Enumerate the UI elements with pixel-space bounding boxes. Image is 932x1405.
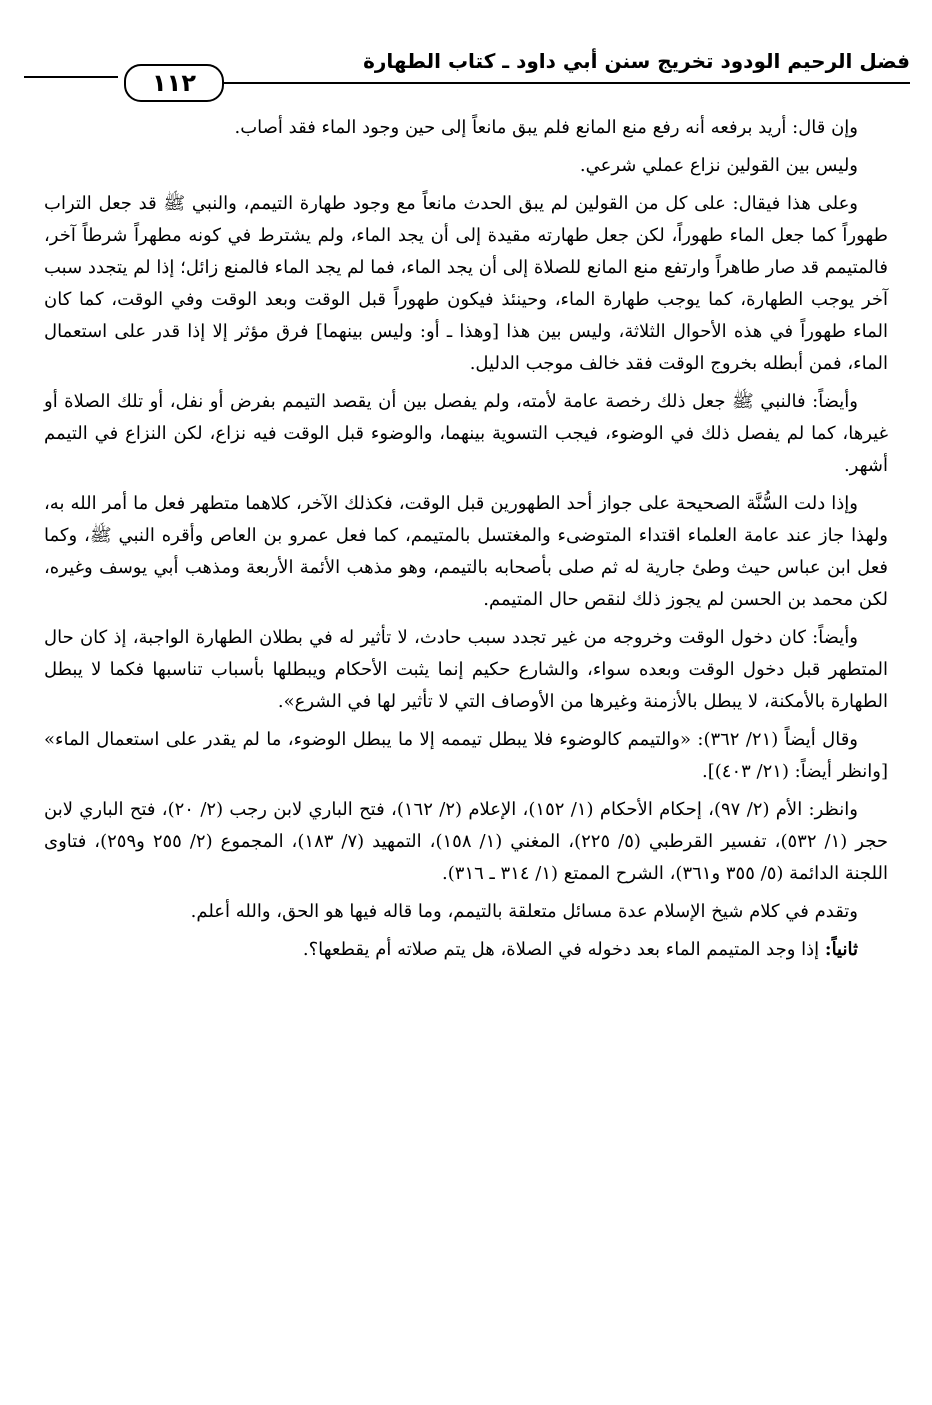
paragraph-4: وأيضاً: فالنبي ﷺ جعل ذلك رخصة عامة لأمته، ولم يفصل بين أن يقصد التيمم بفرض أو نفل، أو تلك الصلاة أو غيرها، كما لم يفصل ذلك في الوضوء، فيجب التسوية بينهما، والوضوء قبل الوقت فيه نزاع، لكن النزاع في التيمم أشهر. bbox=[44, 391, 888, 476]
paragraph-3: وعلى هذا فيقال: على كل من القولين لم يبق الحدث مانعاً مع وجود طهارة التيمم، والنبي ﷺ قد جعل التراب طهوراً كما جعل الماء طهوراً، لكن جعل طهارته مقيدة إلى أن يجد الماء، ولم يشترط في كونه مطهراً شرطاً آخر، فالمتيمم قد صار طاهراً وارتفع منع المانع للصلاة إلى أن يجد الماء، فما لم يجد الماء فالمنع زائل؛ إذا لم يتجدد سبب آخر يوجب الطهارة، كما يوجب طهارة الماء، وحينئذ فيكون طهوراً قبل الوقت وبعد الوقت وفي الوقت، كما كان الماء طهوراً في هذه الأحوال الثلاثة، وليس بين هذا [وهذا ـ أو: وليس بينهما] فرق مؤثر إلا إذا قدر على استعمال الماء، فمن أبطله بخروج الوقت فقد خالف موجب الدليل. bbox=[44, 193, 889, 374]
paragraph-final bbox=[44, 934, 888, 966]
final-lead: ثانياً: bbox=[824, 939, 858, 960]
paragraph-7: وقال أيضاً (٢١/ ٣٦٢): «والتيمم كالوضوء فلا يبطل تيممه إلا ما يبطل الوضوء، ما لم يقدر على استعمال الماء» [وانظر أيضاً: (٢١/ ٤٠٣)]. bbox=[44, 729, 888, 782]
header-rule-left bbox=[24, 76, 118, 78]
paragraph-8: وانظر: الأم (٢/ ٩٧)، إحكام الأحكام (١/ ١٥٢)، الإعلام (٢/ ١٦٢)، فتح الباري لابن رجب (٢/ ٢٠)، فتح الباري لابن حجر (١/ ٥٣٢)، تفسير القرطبي (٥/ ٢٢٥)، المغني (١/ ١٥٨)، التمهيد (٧/ ١٨٣)، المجموع (٢/ ٢٥٥ و٢٥٩)، فتاوى اللجنة الدائمة (٥/ ٣٥٥ و٣٦١)، الشرح الممتع (١/ ٣١٤ ـ ٣١٦). bbox=[44, 799, 888, 884]
header-rule bbox=[220, 82, 910, 84]
paragraph-2: وليس بين القولين نزاع عملي شرعي. bbox=[579, 155, 858, 176]
paragraph-9: وتقدم في كلام شيخ الإسلام عدة مسائل متعلقة بالتيمم، وما قاله فيها هو الحق، والله أعلم. bbox=[190, 901, 858, 922]
paragraph-1: وإن قال: أريد برفعه أنه رفع منع المانع فلم يبق مانعاً إلى حين وجود الماء فقد أصاب. bbox=[234, 117, 858, 138]
header-title: فضل الرحيم الودود تخريج سنن أبي داود ـ كتاب الطهارة bbox=[363, 49, 910, 73]
body-text bbox=[44, 112, 888, 972]
paragraph-6: وأيضاً: كان دخول الوقت وخروجه من غير تجدد سبب حادث، لا تأثير له في بطلان الطهارة الواجبة، إذ كان حال المتطهر قبل دخول الوقت وبعده سواء، والشارع حكيم إنما يثبت الأحكام ويبطلها بأسباب تناسبها فكما لا يبطل الطهارة بالأمكنة، لا يبطل بالأزمنة وغيرها من الأوصاف التي لا تأثير لها في الشرع». bbox=[44, 627, 888, 712]
final-text: إذا وجد المتيمم الماء بعد دخوله في الصلاة، هل يتم صلاته أم يقطعها؟. bbox=[302, 939, 820, 960]
running-header bbox=[24, 40, 910, 100]
page-number: ١١٢ bbox=[124, 64, 224, 102]
paragraph-5: وإذا دلت السُّنَّة الصحيحة على جواز أحد الطهورين قبل الوقت، فكذلك الآخر، كلاهما متطهر فعل ما أمر الله به، ولهذا جاز عند عامة العلماء اقتداء المتوضىء والمغتسل بالمتيمم، كما فعل عمرو بن العاص وأقره النبي ﷺ، وكما فعل ابن عباس حيث وطئ جارية له ثم صلى بأصحابه بالتيمم، وهو مذهب الأئمة الأربعة ومذهب أبي يوسف وغيره، لكن محمد بن الحسن لم يجوز ذلك لنقص حال المتيمم. bbox=[44, 493, 888, 610]
